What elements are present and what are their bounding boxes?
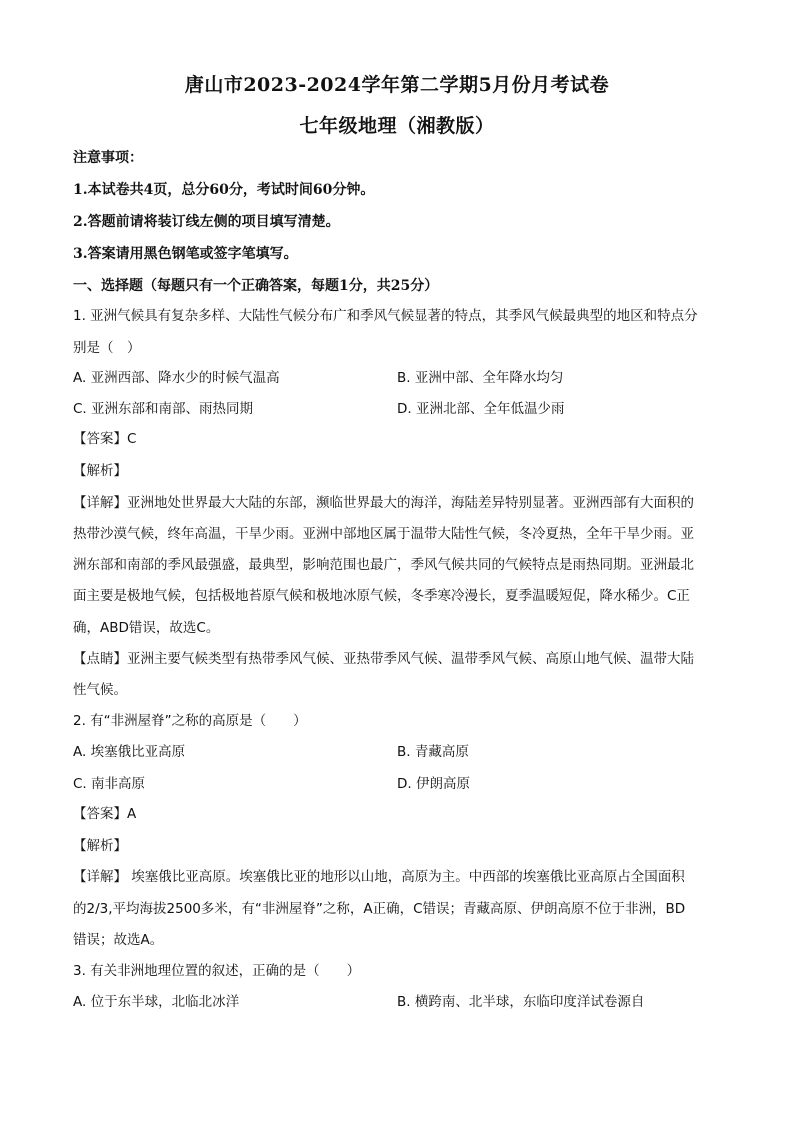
q1-analysis-label: 【解析】 xyxy=(73,463,127,479)
note-item-1: 1.本试卷共4页，总分60分，考试时间60分钟。 xyxy=(73,182,375,198)
q2-option-b: B. 青藏高原 xyxy=(397,744,469,760)
note-item-2: 2.答题前请将装订线左侧的项目填写清楚。 xyxy=(73,214,340,230)
notes-heading: 注意事项： xyxy=(73,150,143,166)
q3-stem: 3. 有关非洲地理位置的叙述，正确的是（ ） xyxy=(73,963,361,979)
q2-detail-line3: 错误；故选A。 xyxy=(73,932,164,948)
q1-answer: 【答案】C xyxy=(73,431,137,447)
q1-option-b: B. 亚洲中部、全年降水均匀 xyxy=(397,370,564,386)
exam-title: 唐山市2023-2024学年第二学期5月份月考试卷 xyxy=(184,74,610,96)
q2-detail-line1: 【详解】 埃塞俄比亚高原。埃塞俄比亚的地形以山地，高原为主。中西部的埃塞俄比亚高原占全国面积 xyxy=(73,869,685,885)
q1-option-d: D. 亚洲北部、全年低温少雨 xyxy=(397,401,565,417)
note-item-3: 3.答案请用黑色钢笔或签字笔填写。 xyxy=(73,246,298,262)
section-heading: 一、选择题（每题只有一个正确答案，每题1分，共25分） xyxy=(73,278,439,294)
q1-stem-line2: 别是（ ） xyxy=(73,340,141,356)
q2-option-c: C. 南非高原 xyxy=(73,776,146,792)
q3-option-a: A. 位于东半球，北临北冰洋 xyxy=(73,994,240,1010)
q1-detail-line5: 确，ABD错误，故选C。 xyxy=(73,620,220,636)
q2-analysis-label: 【解析】 xyxy=(73,838,127,854)
q1-detail-line2: 热带沙漠气候，终年高温，干旱少雨。亚洲中部地区属于温带大陆性气候，冬冷夏热，全年干旱少雨。亚 xyxy=(73,526,694,542)
q2-answer: 【答案】A xyxy=(73,806,137,822)
q2-option-d: D. 伊朗高原 xyxy=(397,776,470,792)
exam-subtitle: 七年级地理（湘教版） xyxy=(299,115,495,137)
q2-detail-line2: 的2/3,平均海拔2500多米，有“非洲屋脊”之称，A正确，C错误；青藏高原、伊朗高原不位于非洲，BD xyxy=(73,901,686,917)
q2-stem: 2. 有“非洲屋脊”之称的高原是（ ） xyxy=(73,713,307,729)
q1-comment-line1: 【点睛】亚洲主要气候类型有热带季风气候、亚热带季风气候、温带季风气候、高原山地气候、温带大陆 xyxy=(73,651,694,667)
q1-option-c: C. 亚洲东部和南部、雨热同期 xyxy=(73,401,254,417)
q3-option-b: B. 横跨南、北半球，东临印度洋试卷源自 xyxy=(397,994,645,1010)
q1-detail-line4: 面主要是极地气候，包括极地苔原气候和极地冰原气候，冬季寒冷漫长，夏季温暖短促，降水稀少。C正 xyxy=(73,588,690,604)
q1-option-a: A. 亚洲西部、降水少的时候气温高 xyxy=(73,370,280,386)
q2-option-a: A. 埃塞俄比亚高原 xyxy=(73,744,186,760)
q1-detail-line3: 洲东部和南部的季风最强盛，最典型，影响范围也最广，季风气候共同的气候特点是雨热同期。亚洲最北 xyxy=(73,557,694,573)
q1-stem-line1: 1. 亚洲气候具有复杂多样、大陆性气候分布广和季风气候显著的特点，其季风气候最典型的地区和特点分 xyxy=(73,308,698,324)
q1-comment-line2: 性气候。 xyxy=(73,682,127,698)
q1-detail-line1: 【详解】亚洲地处世界最大大陆的东部，濒临世界最大的海洋，海陆差异特别显著。亚洲西部有大面积的 xyxy=(73,495,694,511)
